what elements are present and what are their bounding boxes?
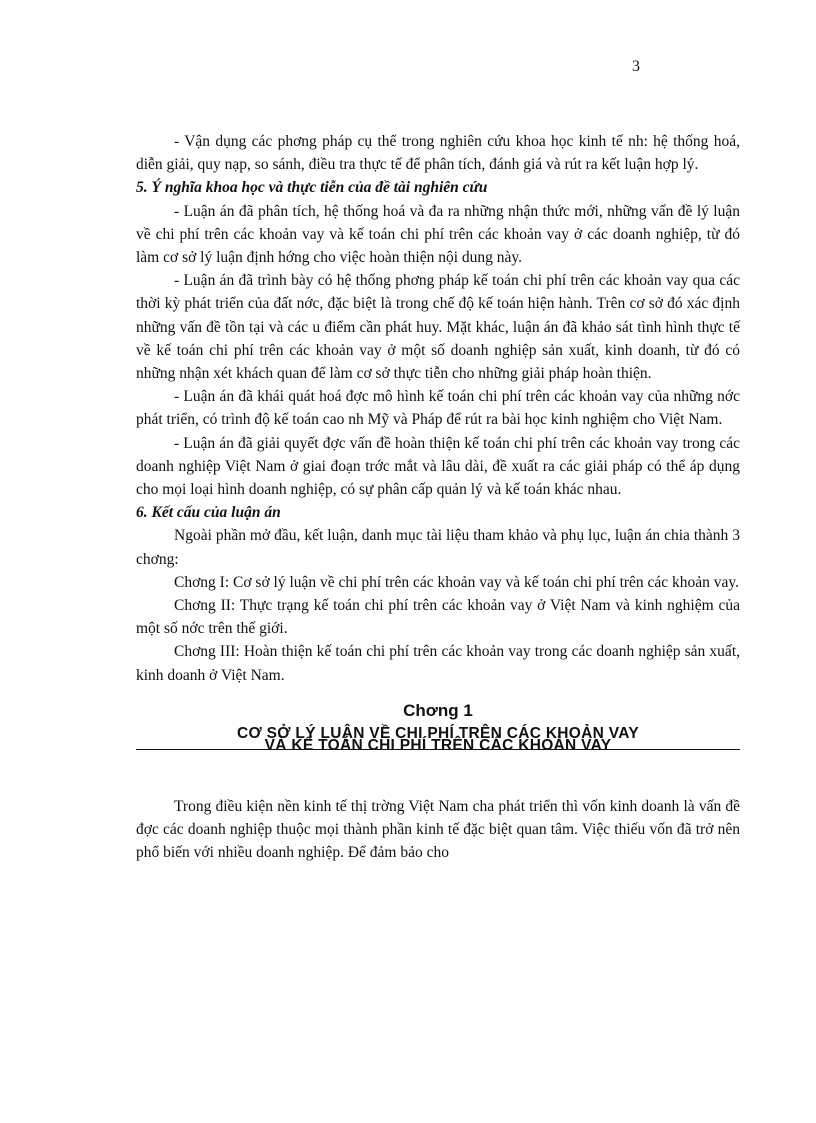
paragraph-research-methods: - Vận dụng các phơng pháp cụ thể trong nghiên cứu khoa học kinh tế nh: hệ thống hoá, diễn giải, quy nạp, so sánh, điều tra thực tế để phân tích, đánh giá và rút ra kết luận hợp lý.	[136, 133, 740, 174]
paragraph-significance-3: - Luận án đã khái quát hoá đợc mô hình kế toán chi phí trên các khoản vay của những nớc phát triển, có trình độ kế toán cao nh Mỹ và Pháp để rút ra bài học kinh nghiệm cho Việt Nam.	[136, 388, 740, 429]
paragraph-significance-1: - Luận án đã phân tích, hệ thống hoá và đa ra những nhận thức mới, những vấn đề lý luận về chi phí trên các khoản vay và kế toán chi phí trên các khoản vay ở các doanh nghiệp, từ đó làm cơ sở lý luận định hớng cho việc hoàn thiện nội dung này.	[136, 202, 740, 267]
section-heading-significance: 5. Ý nghĩa khoa học và thực tiễn của đề tài nghiên cứu	[136, 179, 488, 197]
page-number: 3	[632, 58, 640, 75]
paragraph-significance-2: - Luận án đã trình bày có hệ thống phơng pháp kế toán chi phí trên các khoản vay qua các thời kỳ phát triển của đất nớc, đặc biệt là trong chế độ kế toán hiện hành. Trên cơ sở đó xác định những vấn đề tồn tại và các u điểm cần phát huy. Mặt khác, luận án đã khảo sát tình hình thực tế về kế toán chi phí trên các khoản vay ở một số doanh nghiệp sản xuất, kinh doanh, từ đó có những nhận xét khách quan để làm cơ sở thực tiễn cho những giải pháp hoàn thiện.	[136, 272, 740, 383]
paragraph-chapter-2-summary: Chơng II: Thực trạng kế toán chi phí trên các khoản vay ở Việt Nam và kinh nghiệm của một số nớc trên thế giới.	[136, 597, 740, 638]
paragraph-significance-4: - Luận án đã giải quyết đợc vấn đề hoàn thiện kế toán chi phí trên các khoản vay trong các doanh nghiệp Việt Nam ở giai đoạn trớc mắt và lâu dài, đề xuất ra các giải pháp có thể áp dụng cho mọi loại hình doanh nghiệp, có sự phân cấp quản lý và kế toán khác nhau.	[136, 434, 740, 499]
paragraph-chapter-1-summary: Chơng I: Cơ sở lý luận về chi phí trên các khoản vay và kế toán chi phí trên các khoản vay.	[174, 573, 740, 591]
chapter-title: Chơng 1	[403, 700, 473, 720]
chapter-header	[136, 691, 740, 795]
paragraph-chapter-3-summary: Chơng III: Hoàn thiện kế toán chi phí trên các khoản vay trong các doanh nghiệp sản xuất, kinh doanh ở Việt Nam.	[136, 643, 740, 684]
chapter-subtitle-line-2: VÀ KẾ TOÁN CHI PHÍ TRÊN CÁC KHOẢN VAY	[264, 736, 612, 754]
paragraph-structure-intro: Ngoài phần mở đầu, kết luận, danh mục tài liệu tham khảo và phụ lục, luận án chia thành 3 chơng:	[136, 527, 740, 568]
paragraph-chapter-intro: Trong điều kiện nền kinh tế thị trờng Việt Nam cha phát triển thì vốn kinh doanh là vấn đề đợc các doanh nghiệp thuộc mọi thành phần kinh tế đặc biệt quan tâm. Việc thiếu vốn đã trở nên phổ biến với nhiều doanh nghiệp. Để đảm bảo cho	[136, 797, 740, 862]
chapter-divider	[136, 749, 740, 750]
chapter-subtitle-line-1: CƠ SỞ LÝ LUẬN VỀ CHI PHÍ TRÊN CÁC KHOẢN VAY	[237, 724, 639, 742]
section-heading-structure: 6. Kết cấu của luận án	[136, 504, 281, 522]
document-body	[136, 130, 740, 864]
